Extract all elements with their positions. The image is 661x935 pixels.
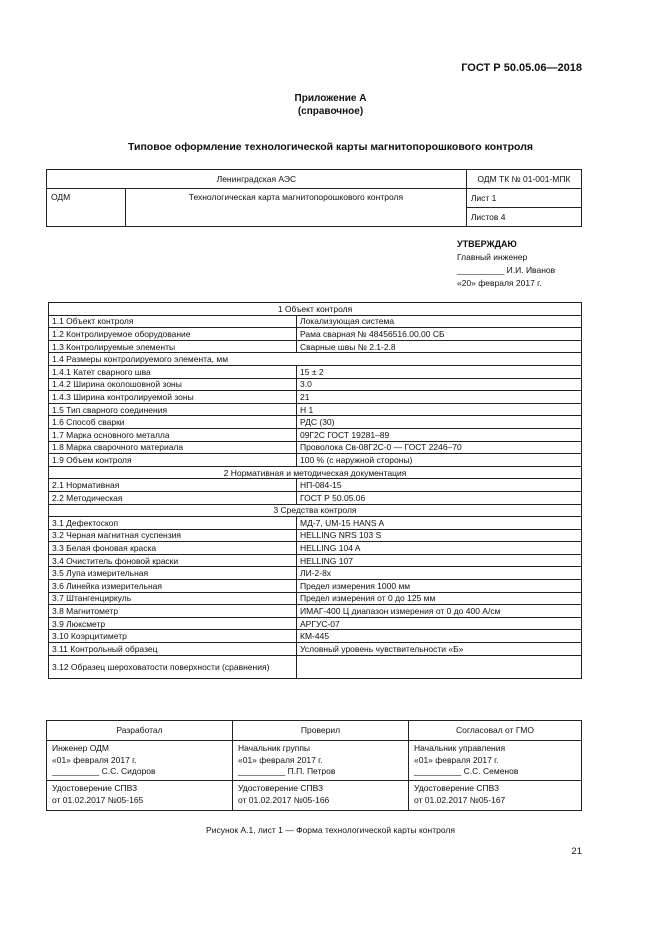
parameter-name: 3.11 Контрольный образец (49, 643, 297, 656)
signoff-table (46, 720, 582, 811)
parameter-value: Предел измерения от 0 до 125 мм (297, 592, 582, 605)
parameter-name: 1.4.3 Ширина контролируемой зоны (49, 391, 297, 404)
approval-date: «20» февраля 2017 г. (457, 278, 542, 288)
parameter-value: Рама сварная № 48456516.00.00 СБ (297, 328, 582, 341)
parameter-name: 3.7 Штангенциркуль (49, 592, 297, 605)
person-signature: __________ С.С. Сидоров (52, 766, 156, 776)
signoff-header: Согласовал от ГМО (409, 721, 582, 741)
organization-cell: Ленинградская АЭС (47, 170, 467, 189)
table-row (49, 592, 582, 605)
parameter-value: КМ-445 (297, 630, 582, 643)
table-row (49, 340, 582, 353)
parameter-name: 3.3 Белая фоновая краска (49, 542, 297, 555)
parameter-name: 3.4 Очиститель фоновой краски (49, 554, 297, 567)
parameter-name: 1.2 Контролируемое оборудование (49, 328, 297, 341)
table-row (49, 479, 582, 492)
cert-number: от 01.02.2017 №05-165 (52, 794, 144, 805)
parameter-name: 1.4 Размеры контролируемого элемента, мм (49, 353, 582, 366)
person-date: «01» февраля 2017 г. (52, 754, 137, 765)
doc-number-cell: ОДМ ТК № 01-001-МПК (466, 170, 581, 189)
table-row (49, 542, 582, 555)
parameter-name: 3.10 Коэрцитиметр (49, 630, 297, 643)
approval-label: УТВЕРЖДАЮ (457, 239, 517, 249)
control-object-table (48, 302, 582, 679)
parameter-value: МД-7, UM-15 HANS A (297, 517, 582, 530)
cert-cell (409, 781, 582, 811)
parameter-value: Н 1 (297, 403, 582, 416)
cert-number: от 01.02.2017 №05-166 (238, 794, 330, 805)
person-position: Инженер ОДМ (52, 743, 109, 753)
parameter-name: 2.2 Методическая (49, 491, 297, 504)
person-signature: __________ П.П. Петров (238, 766, 336, 776)
table-row (49, 428, 582, 441)
parameter-value: Локализующая система (297, 315, 582, 328)
parameter-name: 1.8 Марка сварочного материала (49, 441, 297, 454)
parameter-value (297, 655, 582, 678)
parameter-name: 1.9 Объем контроля (49, 454, 297, 467)
document-title: Типовое оформление технологической карты магнитопорошкового контроля (127, 141, 534, 153)
table-row (49, 580, 582, 593)
parameter-value: ИМАГ-400 Ц диапазон измерения от 0 до 400 А/см (297, 605, 582, 618)
section-header-row (49, 504, 582, 517)
parameter-value: РДС (30) (297, 416, 582, 429)
cert-number: от 01.02.2017 №05-167 (414, 794, 506, 805)
parameter-value: АРГУС-07 (297, 617, 582, 630)
parameter-value: 15 ± 2 (297, 365, 582, 378)
parameter-name: 1.3 Контролируемые элементы (49, 340, 297, 353)
table-row (49, 567, 582, 580)
person-date: «01» февраля 2017 г. (238, 754, 323, 765)
table-row (49, 655, 582, 678)
parameter-value: HELLING NRS 103 S (297, 529, 582, 542)
table-row (49, 617, 582, 630)
figure-caption: Рисунок А.1, лист 1 — Форма технологической карты контроля (206, 825, 455, 835)
parameter-value: ЛИ-2-8х (297, 567, 582, 580)
table-row (49, 328, 582, 341)
table-row (49, 416, 582, 429)
person-date: «01» февраля 2017 г. (414, 754, 499, 765)
odm-cell: ОДМ (47, 189, 126, 227)
section-header: 1 Объект контроля (49, 303, 582, 316)
parameter-value: HELLING 107 (297, 554, 582, 567)
section-header-row (49, 303, 582, 316)
table-row (49, 441, 582, 454)
table-row (49, 517, 582, 530)
parameter-value: HELLING 104 A (297, 542, 582, 555)
parameter-name: 2.1 Нормативная (49, 479, 297, 492)
cert-title: Удостоверение СПВЗ (238, 783, 324, 793)
appendix-subtitle: (справочное) (297, 106, 364, 117)
parameter-value: НП-084-15 (297, 479, 582, 492)
section-header: 3 Средства контроля (49, 504, 582, 517)
card-name-cell: Технологическая карта магнитопорошкового контроля (126, 189, 467, 227)
parameter-name: 3.6 Линейка измерительная (49, 580, 297, 593)
parameter-value: Условный уровень чувствительности «Б» (297, 643, 582, 656)
parameter-value: 100 % (с наружной стороны) (297, 454, 582, 467)
parameter-value: 21 (297, 391, 582, 404)
table-row (49, 491, 582, 504)
parameter-name: 3.5 Лупа измерительная (49, 567, 297, 580)
table-row (49, 391, 582, 404)
approval-position: Главный инженер (457, 252, 528, 262)
parameter-value: Предел измерения 1000 мм (297, 580, 582, 593)
parameter-name: 1.6 Способ сварки (49, 416, 297, 429)
card-header-table (46, 169, 582, 227)
parameter-name: 1.7 Марка основного металла (49, 428, 297, 441)
signoff-checker (233, 741, 409, 781)
table-row (49, 365, 582, 378)
table-row (49, 643, 582, 656)
parameter-name: 1.5 Тип сварного соединения (49, 403, 297, 416)
cert-title: Удостоверение СПВЗ (52, 783, 138, 793)
page-number: 21 (571, 846, 582, 857)
appendix-title: Приложение А (294, 93, 367, 104)
table-row (49, 378, 582, 391)
table-row (49, 353, 582, 366)
section-header: 2 Нормативная и методическая документация (49, 466, 582, 479)
table-row (49, 529, 582, 542)
cert-cell (233, 781, 409, 811)
person-position: Начальник группы (238, 743, 311, 753)
parameter-name: 3.8 Магнитометр (49, 605, 297, 618)
person-position: Начальник управления (414, 743, 506, 753)
table-row (49, 605, 582, 618)
approval-block (457, 238, 555, 290)
parameter-name: 3.12 Образец шероховатости поверхности (сравнения) (49, 655, 297, 678)
parameter-name: 3.2 Черная магнитная суспензия (49, 529, 297, 542)
standard-code: ГОСТ Р 50.05.06—2018 (461, 62, 582, 74)
table-row (49, 403, 582, 416)
parameter-value: Проволока Св-08Г2С-0 — ГОСТ 2246–70 (297, 441, 582, 454)
table-row (49, 554, 582, 567)
parameter-name: 1.4.2 Ширина околошовной зоны (49, 378, 297, 391)
sheet-cell: Лист 1 (466, 189, 581, 208)
cert-cell (47, 781, 233, 811)
approval-signature: __________ И.И. Иванов (457, 265, 556, 275)
parameter-value: ГОСТ Р 50.05.06 (297, 491, 582, 504)
table-row (49, 630, 582, 643)
appendix-heading (0, 92, 661, 118)
sheets-count-cell: Листов 4 (466, 208, 581, 227)
cert-title: Удостоверение СПВЗ (414, 783, 500, 793)
signoff-header: Проверил (233, 721, 409, 741)
parameter-value: 09Г2С ГОСТ 19281–89 (297, 428, 582, 441)
signoff-developer (47, 741, 233, 781)
signoff-header: Разработал (47, 721, 233, 741)
parameter-name: 1.1 Объект контроля (49, 315, 297, 328)
signoff-approver (409, 741, 582, 781)
parameter-value: Сварные швы № 2.1-2.8 (297, 340, 582, 353)
table-row (49, 454, 582, 467)
parameter-name: 1.4.1 Катет сварного шва (49, 365, 297, 378)
section-header-row (49, 466, 582, 479)
parameter-name: 3.1 Дефектоскоп (49, 517, 297, 530)
person-signature: __________ С.С. Семенов (414, 766, 519, 776)
parameter-name: 3.9 Люксметр (49, 617, 297, 630)
table-row (49, 315, 582, 328)
parameter-value: 3.0 (297, 378, 582, 391)
